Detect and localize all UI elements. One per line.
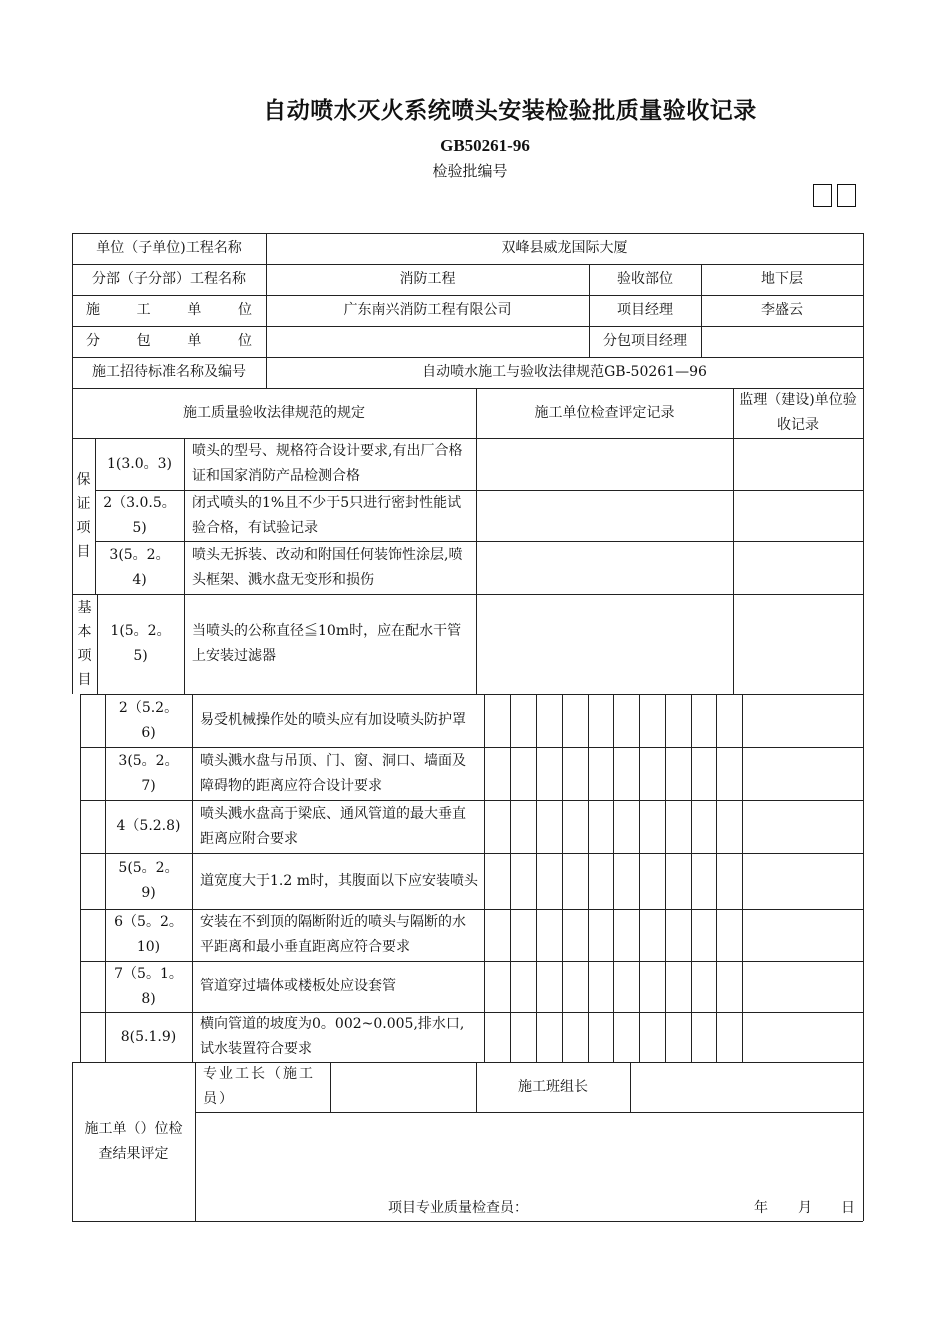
document-title: 自动喷水灭火系统喷头安装检验批质量验收记录 (263, 98, 757, 124)
supervision-column-header: 监理（建设)单位验收记录 (739, 392, 857, 433)
basic-item-text: 当喷头的公称直径≦10m时，应在配水干管上安装过滤器 (192, 623, 462, 664)
basic-item-code: 6（5。2。10) (114, 914, 183, 955)
check-column-header: 施工单位检查评定记录 (534, 404, 675, 421)
unit-project-value[interactable]: 双峰县威龙国际大厦 (501, 240, 628, 256)
subcontractor-label: 分 包 单 位 (86, 333, 252, 349)
basic-item-code: 2（5.2。6) (118, 699, 179, 741)
sub-pm-label: 分包项目经理 (603, 333, 687, 349)
project-manager-label: 项目经理 (617, 302, 673, 318)
foreman-label: 专业工长（施工员） (203, 1066, 315, 1107)
table-rule-vertical (588, 694, 589, 1062)
project-manager-value[interactable]: 李盛云 (761, 302, 803, 318)
table-rule-vertical (630, 1062, 631, 1112)
date-year-label: 年 (754, 1200, 768, 1216)
batch-number-label: 检验批编号 (432, 162, 508, 180)
guarantee-item-text: 喷头无拆装、改动和附国任何装饰性涂层,喷头框架、溅水盘无变形和损伤 (192, 546, 463, 588)
table-rule-vertical (665, 694, 666, 1062)
table-rule-vertical (510, 694, 511, 1062)
table-rule-vertical (330, 1062, 331, 1112)
basic-item-text: 横向管道的坡度为0。002~0.005,排水口,试水装置符合要求 (200, 1016, 465, 1057)
sub-project-label: 分部（子分部）工程名称 (92, 271, 246, 287)
acceptance-part-value[interactable]: 地下层 (761, 271, 803, 287)
standard-code: GB50261-96 (440, 136, 530, 155)
table-rule-vertical (639, 694, 640, 1062)
spec-column-header: 施工质量验收法律规范的规定 (183, 404, 365, 421)
table-rule-vertical (691, 694, 692, 1062)
standard-value[interactable]: 自动喷水施工与验收法律规范GB-50261—96 (422, 364, 707, 380)
date-month-label: 月 (798, 1200, 812, 1216)
basic-item-text: 安装在不到顶的隔断附近的喷头与隔断的水平距离和最小垂直距离应符合要求 (200, 914, 466, 955)
basic-item-text: 易受机械操作处的喷头应有加设喷头防护罩 (200, 712, 466, 728)
table-rule-horizontal (195, 1112, 863, 1113)
basic-item-text: 喷头溅水盘与吊顶、门、窗、洞口、墙面及障碍物的距离应符合设计要求 (200, 752, 466, 794)
sub-project-value[interactable]: 消防工程 (399, 271, 456, 287)
guarantee-item-code: 1(3.0。3) (106, 455, 172, 472)
batch-number-box-1[interactable] (813, 184, 832, 207)
guarantee-item-code: 3(5。2。4) (109, 546, 170, 588)
evaluation-label: 施工单（）位检查结果评定 (84, 1120, 183, 1162)
basic-item-code: 5(5。2。9) (118, 860, 179, 901)
table-rule-vertical (536, 694, 537, 1062)
basic-items-label: 基 本 项 目 (77, 600, 92, 688)
basic-item-text: 管道穿过墙体或楼板处应设套管 (200, 978, 396, 994)
basic-item-text: 喷头溅水盘高于梁底、通风管道的最大垂直距离应附合要求 (200, 805, 466, 847)
table-rule-vertical (80, 694, 81, 1062)
unit-project-label: 单位（子单位)工程名称 (96, 240, 242, 256)
basic-item-code: 8(5.1.9) (120, 1028, 177, 1045)
inspector-label: 项目专业质量检查员： (388, 1200, 528, 1216)
guarantee-item-text: 喷头的型号、规格符合设计要求,有出厂合格证和国家消防产品检测合格 (192, 443, 463, 484)
basic-item-code: 3(5。2。7) (118, 752, 179, 794)
contractor-label: 施 工 单 位 (86, 302, 252, 318)
team-leader-label: 施工班组长 (518, 1078, 588, 1095)
table-rule-vertical (742, 694, 743, 1062)
table-rule-vertical (863, 233, 864, 1221)
contractor-value[interactable]: 广东南兴消防工程有限公司 (343, 302, 512, 318)
table-rule-horizontal (72, 1221, 863, 1222)
basic-item-code: 1(5。2。5) (110, 623, 171, 664)
guarantee-item-text: 闭式喷头的1%且不少于5只进行密封性能试验合格，有试验记录 (192, 494, 462, 536)
table-rule-vertical (562, 694, 563, 1062)
date-day-label: 日 (841, 1200, 855, 1216)
acceptance-part-label: 验收部位 (617, 271, 673, 287)
subcontractor-value[interactable] (266, 326, 589, 357)
table-rule-vertical (716, 694, 717, 1062)
basic-item-code: 4（5.2.8) (116, 818, 181, 834)
basic-item-text: 道宽度大于1.2 m时，其腹面以下应安装喷头 (200, 872, 478, 889)
table-rule-vertical (613, 694, 614, 1062)
guarantee-item-code: 2（3.0.5。5) (103, 494, 176, 536)
sub-pm-value[interactable] (701, 326, 863, 357)
basic-item-code: 7（5。1。8) (114, 965, 183, 1007)
batch-number-box-2[interactable] (837, 184, 856, 207)
standard-label: 施工招待标准名称及编号 (92, 364, 246, 380)
table-rule-vertical (484, 694, 485, 1062)
guarantee-items-label: 保 证 项 目 (76, 472, 91, 560)
